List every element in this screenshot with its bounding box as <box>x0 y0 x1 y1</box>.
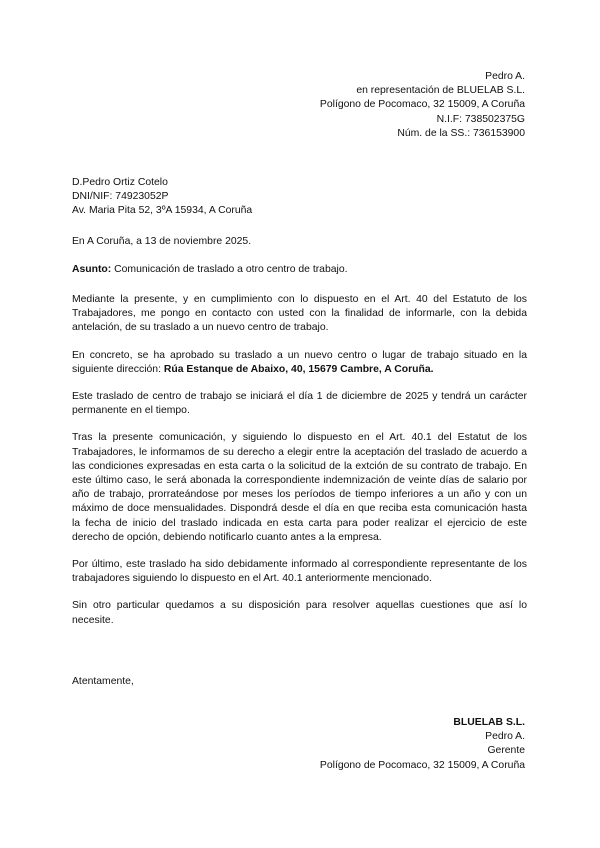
sender-ss-number: Núm. de la SS.: 736153900 <box>397 127 525 139</box>
body-paragraph-1: Mediante la presente, y en cumplimiento con lo dispuesto en el Art. 40 del Estatuto de los Trabajadores, me pongo en contacto con usted con la finalidad de informarle, con la debida antelación, de su traslado a un nuevo centro de trabajo. <box>72 294 527 334</box>
subject-text: Comunicación de traslado a otro centro de trabajo. <box>111 264 348 275</box>
body-paragraph-4: Tras la presente comunicación, y siguiendo lo dispuesto en el Art. 40.1 del Estatut de los Trabajadores, le informamos de su derecho a elegir entre la aceptación del traslado de acuerdo a las condiciones expresadas en esta carta o la solicitud de la extción de su contrato de trabajo. En este último caso, le será abonada la correspondiente indemnización de veinte días de salario por año de trabajo, prorrateándose por meses los períodos de tiempo inferiores a un año y con un máximo de doce mensualidades. Dispondrá desde el día en que reciba esta comunicación hasta la fecha de inicio del traslado indicada en esta carta para poder realizar el ejercicio de este derecho de opción, debiendo notificarlo cuanto antes a la empresa. <box>72 432 527 543</box>
recipient-address: Av. Maria Pita 52, 3ºA 15934, A Coruña <box>72 205 253 217</box>
body-paragraph-2-intro: En concreto, se ha aprobado su traslado a un nuevo centro o lugar de trabajo situado en la siguiente dirección: <box>72 349 527 375</box>
signature-block <box>320 716 525 773</box>
sender-name: Pedro A. <box>485 71 525 82</box>
signature-role: Gerente <box>487 745 525 757</box>
body-paragraph-2 <box>72 349 527 377</box>
signature-address: Polígono de Pocomaco, 32 15009, A Coruña <box>319 759 525 771</box>
recipient-dni: DNI/NIF: 74923052P <box>72 191 169 203</box>
new-workplace-address: Rúa Estanque de Abaixo, 40, 15679 Cambre, A Coruña. <box>163 363 434 375</box>
sender-nif: N.I.F: 738502375G <box>436 113 525 125</box>
body-paragraph-5: Por último, este traslado ha sido debidamente informado al correspondiente representante de los trabajadores siguiendo lo dispuesto en el Art. 40.1 anteriormente mencionado. <box>72 559 527 585</box>
subject-label: Asunto: <box>72 264 112 275</box>
sender-block <box>320 70 525 141</box>
subject-line <box>72 263 348 277</box>
letter-body <box>72 293 527 641</box>
closing: Atentamente, <box>72 676 134 687</box>
recipient-name: D.Pedro Ortiz Cotelo <box>72 177 168 188</box>
sender-representation: en representación de BLUELAB S.L. <box>356 85 525 97</box>
signature-company: BLUELAB S.L. <box>453 717 525 728</box>
body-paragraph-3: Este traslado de centro de trabajo se iniciará el día 1 de diciembre de 2025 y tendrá un carácter permanente en el tiempo. <box>72 391 527 417</box>
sender-address: Polígono de Pocomaco, 32 15009, A Coruña <box>319 99 525 111</box>
place-date: En A Coruña, a 13 de noviembre 2025. <box>72 236 252 247</box>
body-paragraph-6: Sin otro particular quedamos a su disposición para resolver aquellas cuestiones que así lo necesite. <box>72 600 527 626</box>
recipient-block <box>72 176 252 219</box>
signature-name: Pedro A. <box>485 731 525 743</box>
